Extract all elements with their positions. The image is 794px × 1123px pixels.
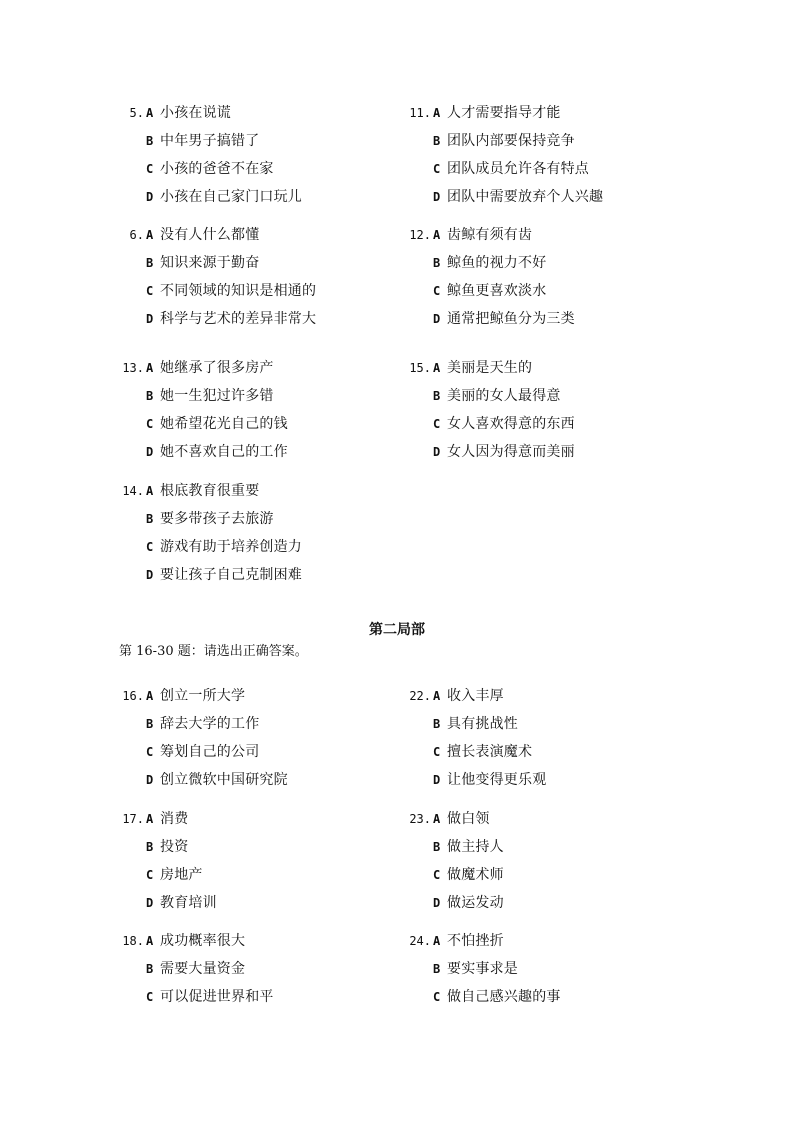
option-c: C 鲸鱼更喜欢淡水 [433,283,547,299]
option-c: C 不同领域的知识是相通的 [146,283,317,299]
option-c: C 擅长表演魔术 [433,744,533,760]
option-a: 14. A 根底教育很重要 [122,483,260,499]
option-a: 6. A 没有人什么都懂 [129,227,260,243]
option-b: B 做主持人 [433,839,504,855]
option-d: D 女人因为得意而美丽 [433,444,575,460]
option-b: B 她一生犯过许多错 [146,388,274,404]
option-b: B 美丽的女人最得意 [433,388,561,404]
question-number: 12. [409,228,431,242]
option-c: C 筹划自己的公司 [146,744,260,760]
question-number: 11. [409,106,431,120]
option-c: C 女人喜欢得意的东西 [433,416,575,432]
question-number: 24. [409,934,431,948]
option-a: 16. A 创立一所大学 [122,688,246,704]
option-d: D 让他变得更乐观 [433,772,547,788]
question-number: 14. [122,484,144,498]
question-number: 18. [122,934,144,948]
option-b: B 辞去大学的工作 [146,716,260,732]
option-a: 23. A 做白领 [409,811,490,827]
option-a: 12. A 齿鲸有须有齿 [409,227,533,243]
option-b: B 投资 [146,839,189,855]
option-a: 22. A 收入丰厚 [409,688,504,704]
option-b: B 中年男子搞错了 [146,133,260,149]
option-a: 18. A 成功概率很大 [122,933,246,949]
option-b: B 知识来源于勤奋 [146,255,260,271]
option-d: D 科学与艺术的差异非常大 [146,311,317,327]
option-a: 11. A 人才需要指导才能 [409,105,561,121]
option-b: B 要实事求是 [433,961,518,977]
option-b: B 具有挑战性 [433,716,518,732]
option-c: C 做魔术师 [433,867,504,883]
question-number: 6. [129,228,144,242]
option-b: B 要多带孩子去旅游 [146,511,274,527]
option-c: C 做自己感兴趣的事 [433,989,561,1005]
option-d: D 通常把鲸鱼分为三类 [433,311,575,327]
option-d: D 要让孩子自己克制困难 [146,567,302,583]
question-number: 22. [409,689,431,703]
option-c: C 团队成员允许各有特点 [433,161,589,177]
option-a: 15. A 美丽是天生的 [409,360,533,376]
option-c: C 房地产 [146,867,203,883]
option-c: C 她希望花光自己的钱 [146,416,288,432]
question-number: 23. [409,812,431,826]
option-a: 13. A 她继承了很多房产 [122,360,274,376]
option-d: D 做运发动 [433,895,504,911]
option-b: B 需要大量资金 [146,961,246,977]
option-a: 24. A 不怕挫折 [409,933,504,949]
option-c: C 可以促进世界和平 [146,989,274,1005]
option-a: 17. A 消费 [122,811,189,827]
option-d: D 小孩在自己家门口玩儿 [146,189,302,205]
question-number: 16. [122,689,144,703]
question-number: 17. [122,812,144,826]
option-d: D 团队中需要放弃个人兴趣 [433,189,604,205]
option-a: 5. A 小孩在说谎 [129,105,231,121]
question-number: 13. [122,361,144,375]
option-d: D 创立微软中国研究院 [146,772,288,788]
option-b: B 团队内部要保持竞争 [433,133,575,149]
section-title: 第二局部 [369,622,425,638]
option-d: D 她不喜欢自己的工作 [146,444,288,460]
question-number: 15. [409,361,431,375]
option-d: D 教育培训 [146,895,217,911]
option-c: C 游戏有助于培养创造力 [146,539,302,555]
option-b: B 鲸鱼的视力不好 [433,255,547,271]
section-instruction: 第 16-30 题：请选出正确答案。 [119,644,308,659]
question-number: 5. [129,106,144,120]
option-c: C 小孩的爸爸不在家 [146,161,274,177]
